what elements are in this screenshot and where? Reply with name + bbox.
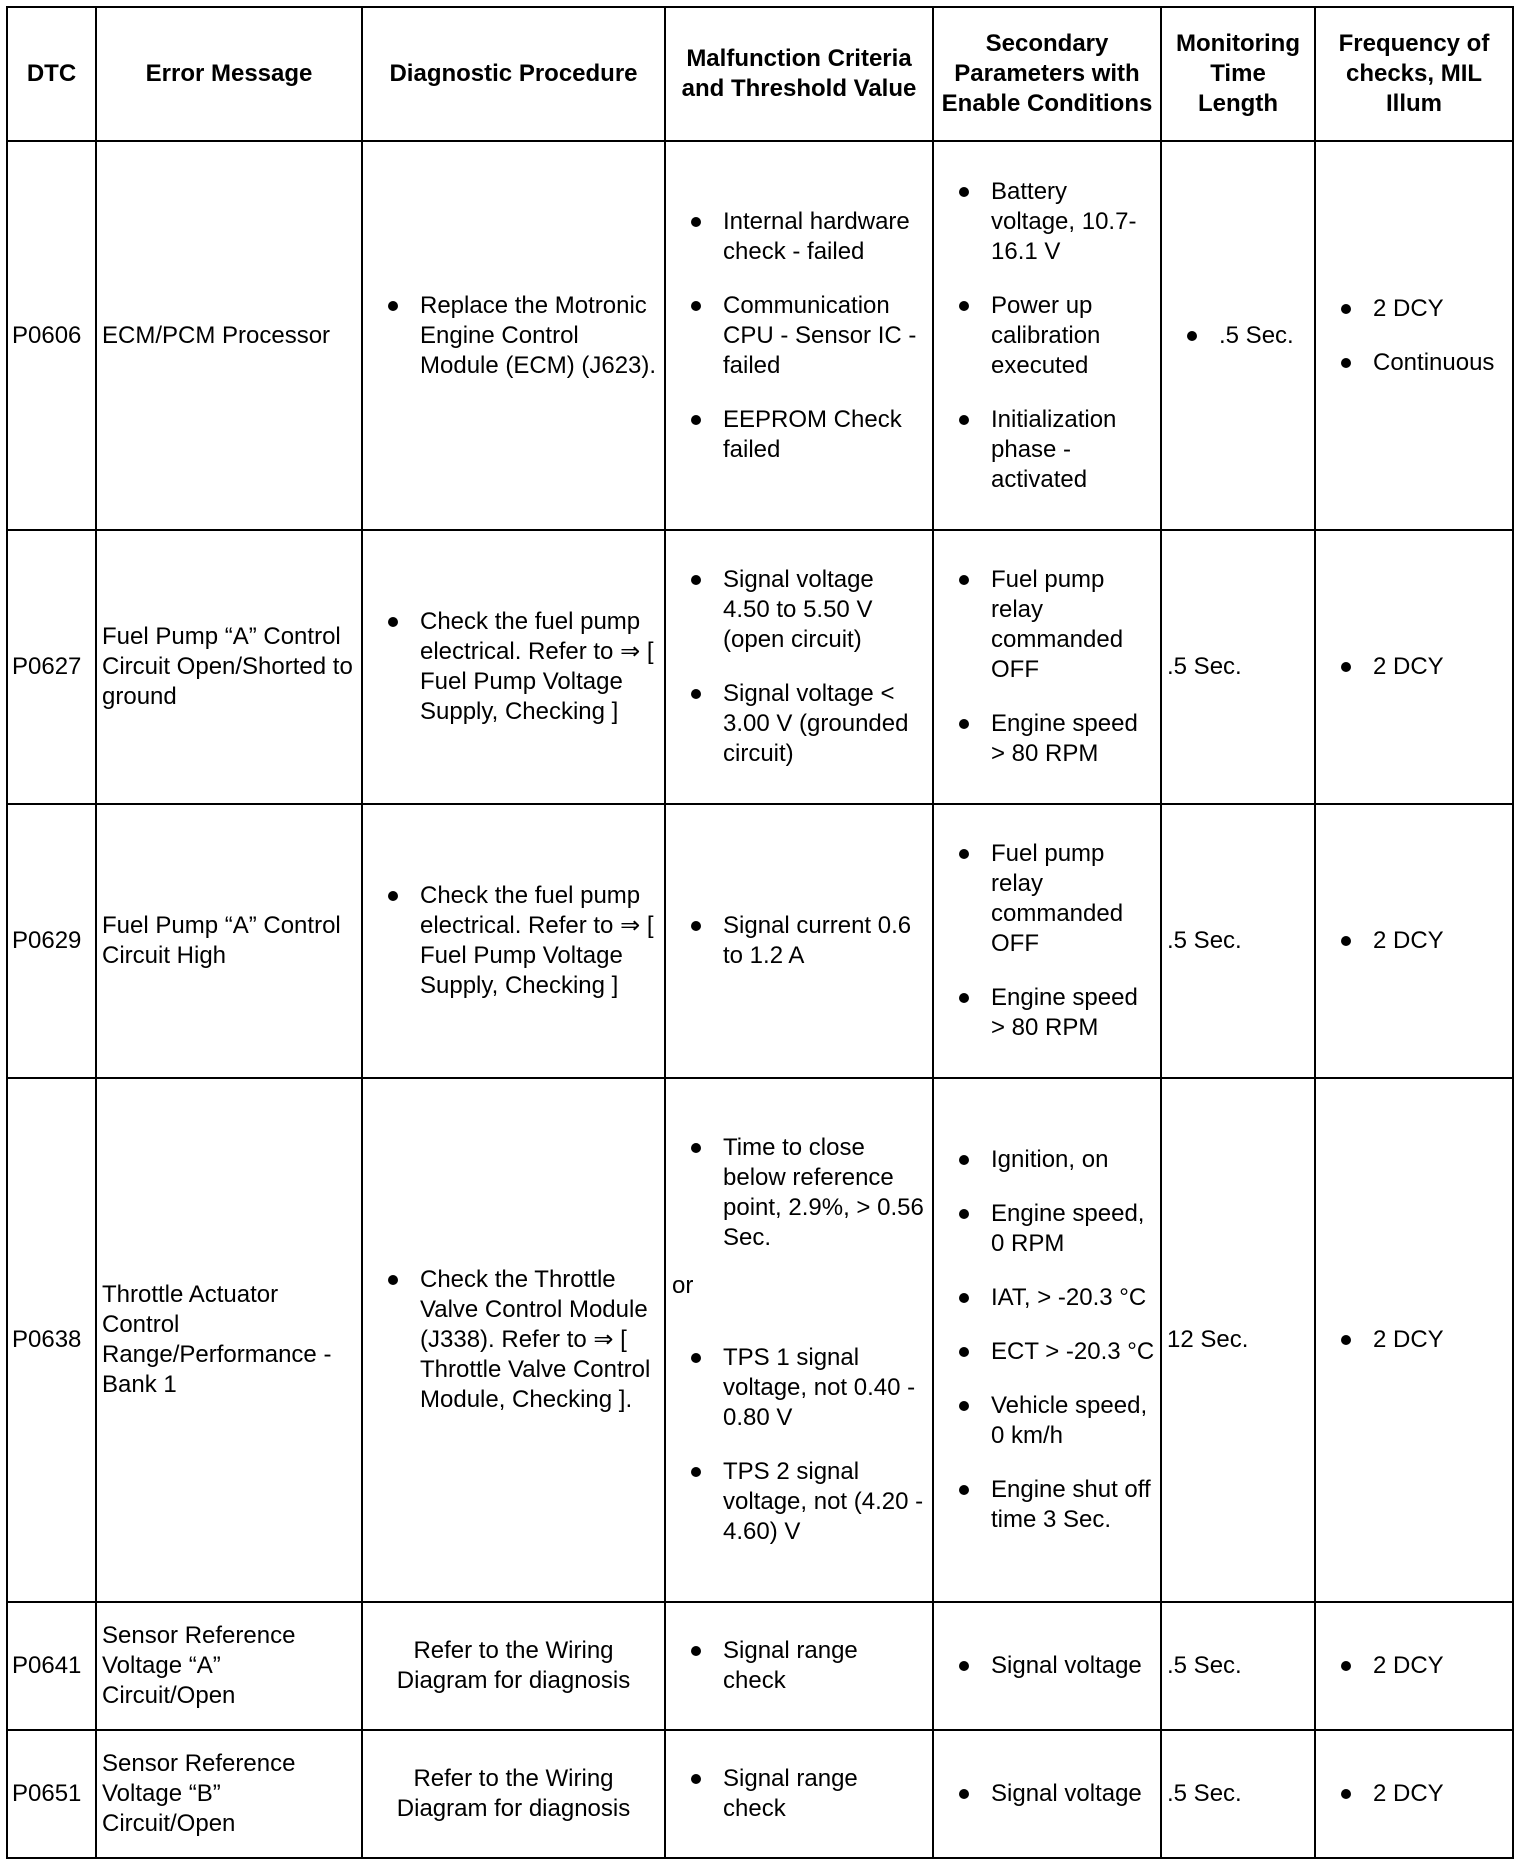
secondary-parameters — [933, 1078, 1161, 1602]
diagnostic-procedure — [362, 530, 665, 804]
secondary-parameters — [933, 804, 1161, 1078]
table-row — [7, 141, 1513, 530]
dtc-code: P0627 — [7, 530, 96, 804]
frequency-item: 2 DCY — [1321, 1779, 1507, 1809]
secondary-item: Initialization phase - activated — [939, 405, 1155, 495]
secondary-item: IAT, > -20.3 °C — [939, 1283, 1155, 1313]
secondary-parameters — [933, 1730, 1161, 1858]
diagnostic-procedure — [362, 1078, 665, 1602]
frequency — [1315, 1078, 1513, 1602]
secondary-item: Engine speed, 0 RPM — [939, 1199, 1155, 1259]
procedure-item: Check the fuel pump electrical. Refer to ⇒ [ Fuel Pump Voltage Supply, Checking ] — [368, 881, 659, 1001]
frequency-item: 2 DCY — [1321, 1651, 1507, 1681]
secondary-item: Engine speed > 80 RPM — [939, 709, 1155, 769]
header-row — [7, 7, 1513, 141]
frequency-item: 2 DCY — [1321, 1325, 1507, 1355]
criteria-item: Signal range check — [671, 1636, 927, 1696]
header-secondary-parameters: Secondary Parameters with Enable Conditions — [933, 7, 1161, 141]
secondary-parameters — [933, 1602, 1161, 1730]
secondary-item: Engine shut off time 3 Sec. — [939, 1475, 1155, 1535]
error-message: Throttle Actuator Control Range/Performance - Bank 1 — [96, 1078, 362, 1602]
diagnostic-procedure: Refer to the Wiring Diagram for diagnosis — [362, 1602, 665, 1730]
criteria-item: TPS 2 signal voltage, not (4.20 - 4.60) V — [671, 1457, 927, 1547]
dtc-code: P0638 — [7, 1078, 96, 1602]
criteria-item: EEPROM Check failed — [671, 405, 927, 465]
dtc-code: P0629 — [7, 804, 96, 1078]
secondary-item: Fuel pump relay commanded OFF — [939, 565, 1155, 685]
dtc-code: P0606 — [7, 141, 96, 530]
dtc-code: P0641 — [7, 1602, 96, 1730]
secondary-parameters — [933, 141, 1161, 530]
criteria-item: Signal voltage < 3.00 V (grounded circuit) — [671, 679, 927, 769]
header-frequency: Frequency of checks, MIL Illum — [1315, 7, 1513, 141]
monitoring-time — [1161, 141, 1315, 530]
malfunction-criteria — [665, 1078, 933, 1602]
diagnostic-procedure — [362, 141, 665, 530]
diagnostic-procedure: Refer to the Wiring Diagram for diagnosis — [362, 1730, 665, 1858]
criteria-item: Internal hardware check - failed — [671, 207, 927, 267]
table-row — [7, 804, 1513, 1078]
header-diagnostic-procedure: Diagnostic Procedure — [362, 7, 665, 141]
error-message: Fuel Pump “A” Control Circuit High — [96, 804, 362, 1078]
table-row — [7, 1078, 1513, 1602]
error-message: Fuel Pump “A” Control Circuit Open/Shorted to ground — [96, 530, 362, 804]
procedure-item: Replace the Motronic Engine Control Module (ECM) (J623). — [368, 291, 659, 381]
malfunction-criteria — [665, 530, 933, 804]
secondary-item: ECT > -20.3 °C — [939, 1337, 1155, 1367]
procedure-item: Check the Throttle Valve Control Module (J338). Refer to ⇒ [ Throttle Valve Control Module, Checking ]. — [368, 1265, 659, 1415]
frequency-item: 2 DCY — [1321, 652, 1507, 682]
table-row — [7, 530, 1513, 804]
frequency — [1315, 804, 1513, 1078]
frequency — [1315, 1730, 1513, 1858]
dtc-code: P0651 — [7, 1730, 96, 1858]
table-row — [7, 1730, 1513, 1858]
secondary-parameters — [933, 530, 1161, 804]
error-message: Sensor Reference Voltage “B” Circuit/Open — [96, 1730, 362, 1858]
secondary-item: Fuel pump relay commanded OFF — [939, 839, 1155, 959]
monitoring-time: .5 Sec. — [1161, 804, 1315, 1078]
frequency — [1315, 141, 1513, 530]
secondary-item: Battery voltage, 10.7-16.1 V — [939, 177, 1155, 267]
malfunction-criteria — [665, 1602, 933, 1730]
header-error-message: Error Message — [96, 7, 362, 141]
malfunction-criteria — [665, 1730, 933, 1858]
monitoring-time: .5 Sec. — [1161, 1602, 1315, 1730]
header-malfunction-criteria: Malfunction Criteria and Threshold Value — [665, 7, 933, 141]
header-dtc: DTC — [7, 7, 96, 141]
frequency-item: 2 DCY — [1321, 294, 1507, 324]
header-monitoring-time: Monitoring Time Length — [1161, 7, 1315, 141]
criteria-item: Time to close below reference point, 2.9%, > 0.56 Sec. — [671, 1133, 927, 1253]
frequency — [1315, 530, 1513, 804]
diagnostic-procedure — [362, 804, 665, 1078]
criteria-item: Signal voltage 4.50 to 5.50 V (open circuit) — [671, 565, 927, 655]
secondary-item: Signal voltage — [939, 1651, 1155, 1681]
criteria-item: Signal range check — [671, 1764, 927, 1824]
procedure-item: Check the fuel pump electrical. Refer to ⇒ [ Fuel Pump Voltage Supply, Checking ] — [368, 607, 659, 727]
secondary-item: Vehicle speed, 0 km/h — [939, 1391, 1155, 1451]
error-message: Sensor Reference Voltage “A” Circuit/Open — [96, 1602, 362, 1730]
monitoring-time: 12 Sec. — [1161, 1078, 1315, 1602]
monitoring-item: .5 Sec. — [1167, 321, 1309, 351]
malfunction-criteria — [665, 141, 933, 530]
criteria-item: Signal current 0.6 to 1.2 A — [671, 911, 927, 971]
criteria-item: Communication CPU - Sensor IC - failed — [671, 291, 927, 381]
monitoring-time: .5 Sec. — [1161, 530, 1315, 804]
criteria-item: TPS 1 signal voltage, not 0.40 - 0.80 V — [671, 1343, 927, 1433]
criteria-or-separator: or — [672, 1272, 694, 1299]
error-message: ECM/PCM Processor — [96, 141, 362, 530]
secondary-item: Engine speed > 80 RPM — [939, 983, 1155, 1043]
frequency-item: 2 DCY — [1321, 926, 1507, 956]
frequency-item: Continuous — [1321, 348, 1507, 378]
table-row — [7, 1602, 1513, 1730]
secondary-item: Ignition, on — [939, 1145, 1155, 1175]
dtc-table-page — [6, 6, 1512, 1848]
secondary-item: Signal voltage — [939, 1779, 1155, 1809]
malfunction-criteria — [665, 804, 933, 1078]
secondary-item: Power up calibration executed — [939, 291, 1155, 381]
monitoring-time: .5 Sec. — [1161, 1730, 1315, 1858]
frequency — [1315, 1602, 1513, 1730]
dtc-table — [6, 6, 1514, 1859]
